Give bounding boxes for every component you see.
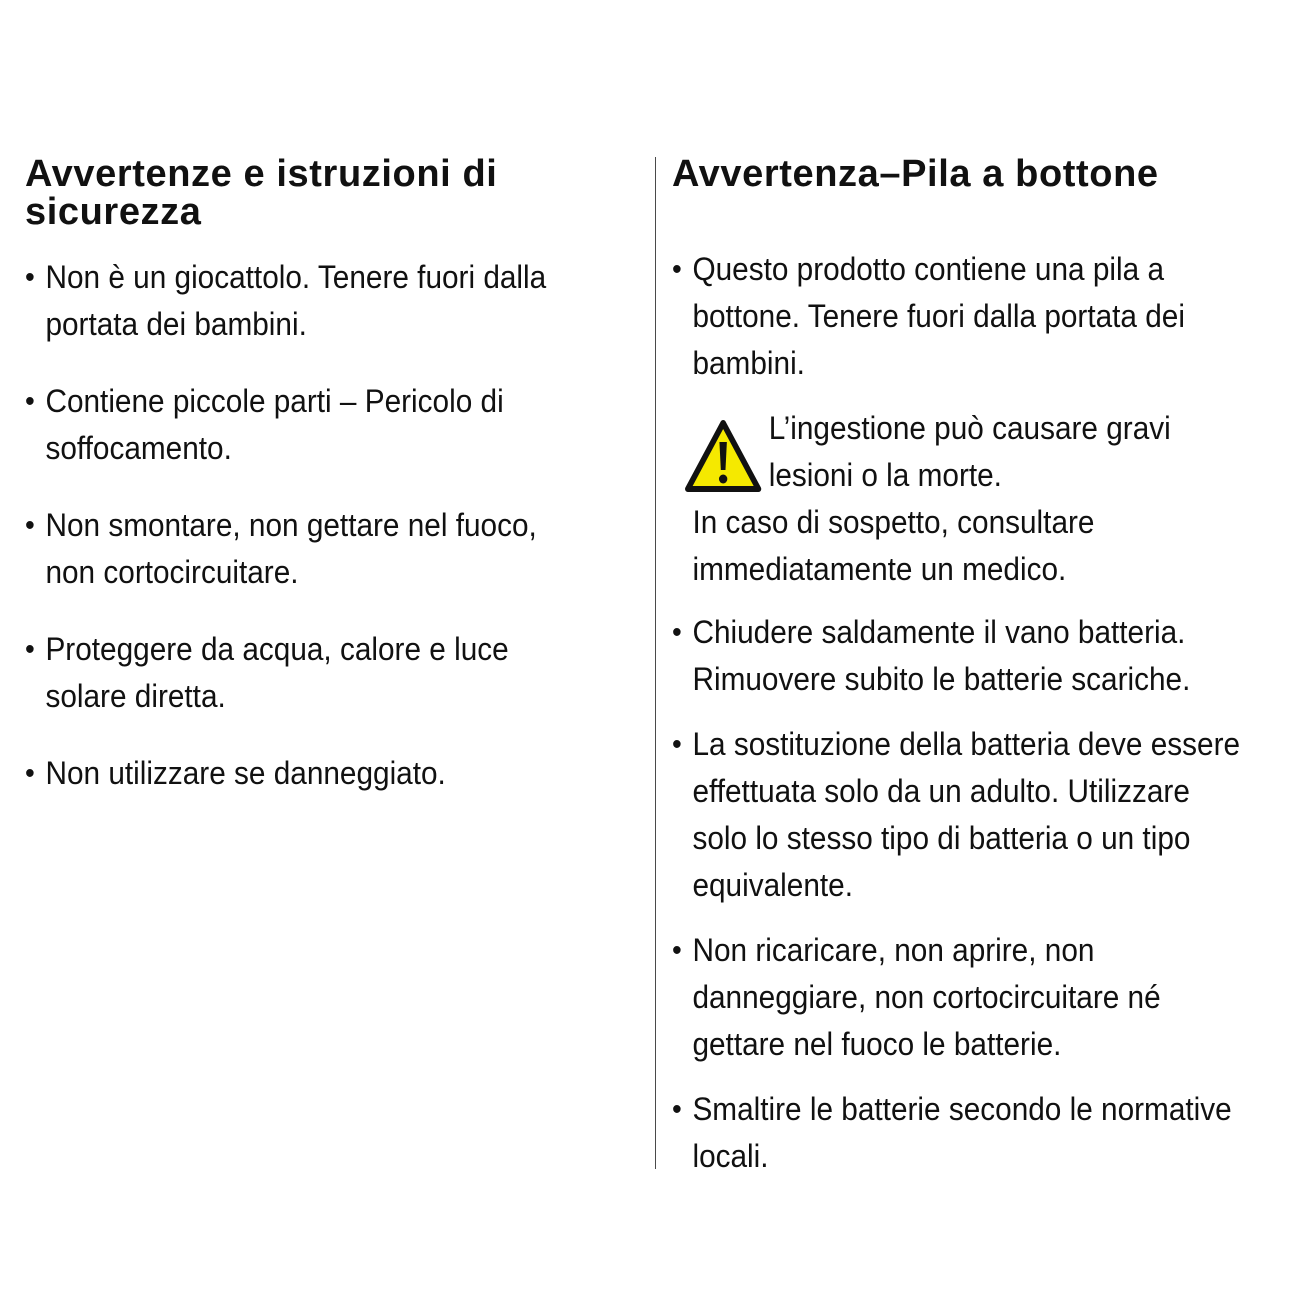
safety-item-text: Proteggere da acqua, calore e luce solare diretta. xyxy=(45,631,509,714)
battery-list xyxy=(672,246,1292,387)
battery-column xyxy=(672,155,1292,1198)
bullet: • xyxy=(25,633,35,666)
ingestion-warning xyxy=(672,405,1249,593)
bullet: • xyxy=(25,385,35,418)
battery-item-text: Chiudere saldamente il vano batteria. Rimuovere subito le batterie scariche. xyxy=(692,614,1191,697)
bullet: • xyxy=(672,934,682,967)
bullet: • xyxy=(672,728,682,761)
battery-intro-text: Questo prodotto contiene una pila a bottone. Tenere fuori dalla portata dei bambini. xyxy=(692,251,1185,381)
safety-item xyxy=(25,378,592,472)
battery-item-text: Smaltire le batterie secondo le normative locali. xyxy=(692,1091,1232,1174)
safety-item xyxy=(25,626,592,720)
warning-triangle-icon xyxy=(683,418,763,494)
safety-column xyxy=(25,155,635,827)
column-divider xyxy=(655,157,656,1169)
bullet: • xyxy=(672,616,682,649)
bullet: • xyxy=(25,757,35,790)
bullet: • xyxy=(672,253,682,286)
safety-title: Avvertenze e istruzioni di sicurezza xyxy=(25,153,498,233)
bullet: • xyxy=(25,509,35,542)
safety-item xyxy=(25,750,592,797)
bullet: • xyxy=(25,261,35,294)
safety-item-text: Non utilizzare se danneggiato. xyxy=(45,755,446,791)
battery-item xyxy=(672,246,1249,387)
warning-line-2: lesioni o la morte. xyxy=(768,457,1002,493)
safety-item xyxy=(25,502,592,596)
battery-item xyxy=(672,927,1249,1068)
battery-item-text: Non ricaricare, non aprire, non danneggiare, non cortocircuitare né gettare nel fuoco le batterie. xyxy=(692,932,1161,1062)
safety-list xyxy=(25,254,635,797)
safety-item-text: Contiene piccole parti – Pericolo di soffocamento. xyxy=(45,383,504,466)
safety-item-text: Non smontare, non gettare nel fuoco, non cortocircuitare. xyxy=(45,507,537,590)
warning-text xyxy=(763,405,1171,499)
safety-item-text: Non è un giocattolo. Tenere fuori dalla portata dei bambini. xyxy=(45,259,547,342)
battery-item xyxy=(672,609,1249,703)
warning-line-1: L’ingestione può causare gravi xyxy=(768,410,1171,446)
medical-advice: In caso di sospetto, consultare immediatamente un medico. xyxy=(692,504,1095,587)
bullet: • xyxy=(672,1093,682,1126)
safety-item xyxy=(25,254,592,348)
battery-title: Avvertenza–Pila a bottone xyxy=(672,153,1159,195)
battery-item-text: La sostituzione della batteria deve essere effettuata solo da un adulto. Utilizzare solo lo stesso tipo di batteria o un tipo equivalente. xyxy=(692,726,1241,903)
battery-list-2 xyxy=(672,609,1292,1180)
battery-item xyxy=(672,1086,1249,1180)
battery-item xyxy=(672,721,1249,909)
